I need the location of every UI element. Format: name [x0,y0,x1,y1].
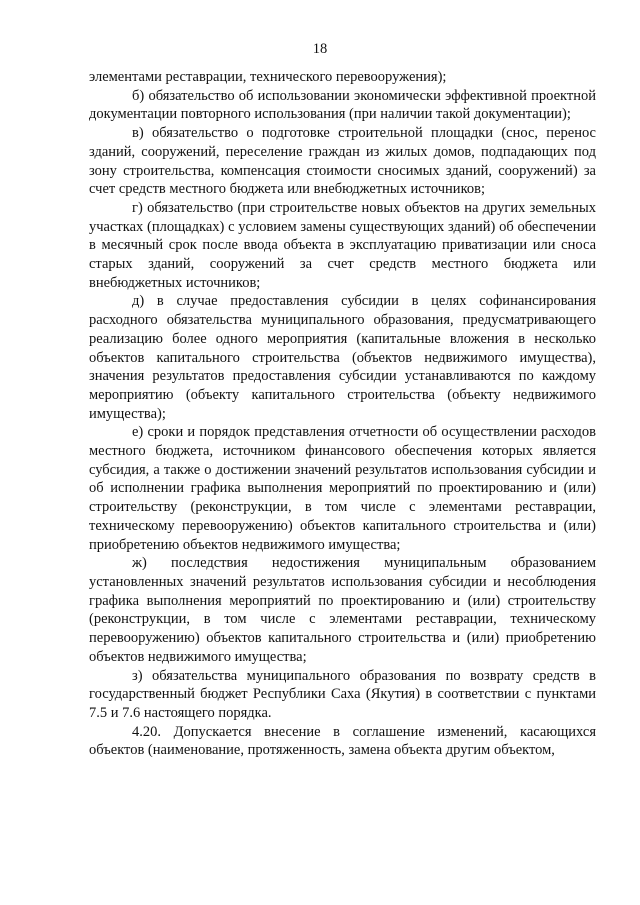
document-body [89,68,596,760]
paragraph-item-v: в) обязательство о подготовке строительной площадки (снос, перенос зданий, сооружений, переселение граждан из жилых домов, подпадающих под зону строительства, компенсация стоимости сносимых зданий, сооружений) за счет средств местного бюджета или внебюджетных источников; [89,125,596,198]
paragraph-item-zh: ж) последствия недостижения муниципальным образованием установленных значений результатов использования субсидии и несоблюдения графика выполнения мероприятий по проектированию и (или) строительству (реконструкции, в том числе с элементами реставрации, техническому перевооружению) объектов капитального строительства и (или) приобретению объектов недвижимого имущества; [89,555,596,665]
paragraph-item-g: г) обязательство (при строительстве новых объектов на других земельных участках (площадках) с условием замены существующих зданий) об обеспечении в месячный срок после ввода объекта в эксплуатацию приватизации или сноса старых зданий, сооружений за счет средств местного бюджета или внебюджетных источников; [89,199,596,291]
paragraph-continuation: элементами реставрации, технического перевооружения); [89,69,447,85]
paragraph-item-b: б) обязательство об использовании экономически эффективной проектной документации повторного использования (при наличии такой документации); [89,87,596,123]
paragraph-item-d: д) в случае предоставления субсидии в целях софинансирования расходного обязательства муниципального образования, предусматривающего реализацию более одного мероприятия (капитальные вложения в несколько объектов капитального строительства (объектов недвижимого имущества), значения результатов предоставления субсидии устанавливаются по каждому мероприятию (объекту капитального строительства (объекту недвижимого имущества); [89,293,596,422]
page-number: 18 [312,41,328,57]
paragraph-item-e: е) сроки и порядок представления отчетности об осуществлении расходов местного бюджета, источником финансового обеспечения которых является субсидия, а также о достижении значений результатов использования субсидии и об исполнении графика выполнения мероприятий по проектированию и (или) строительству (реконструкции, в том числе с элементами реставрации, техническому перевооружению) объектов капитального строительства и (или) приобретению объектов недвижимого имущества; [89,424,596,553]
paragraph-section-4-20: 4.20. Допускается внесение в соглашение изменений, касающихся объектов (наименование, протяженность, замена объекта другим объектом, [89,723,596,759]
paragraph-item-z: з) обязательства муниципального образования по возврату средств в государственный бюджет Республики Саха (Якутия) в соответствии с пунктами 7.5 и 7.6 настоящего порядка. [89,667,596,721]
